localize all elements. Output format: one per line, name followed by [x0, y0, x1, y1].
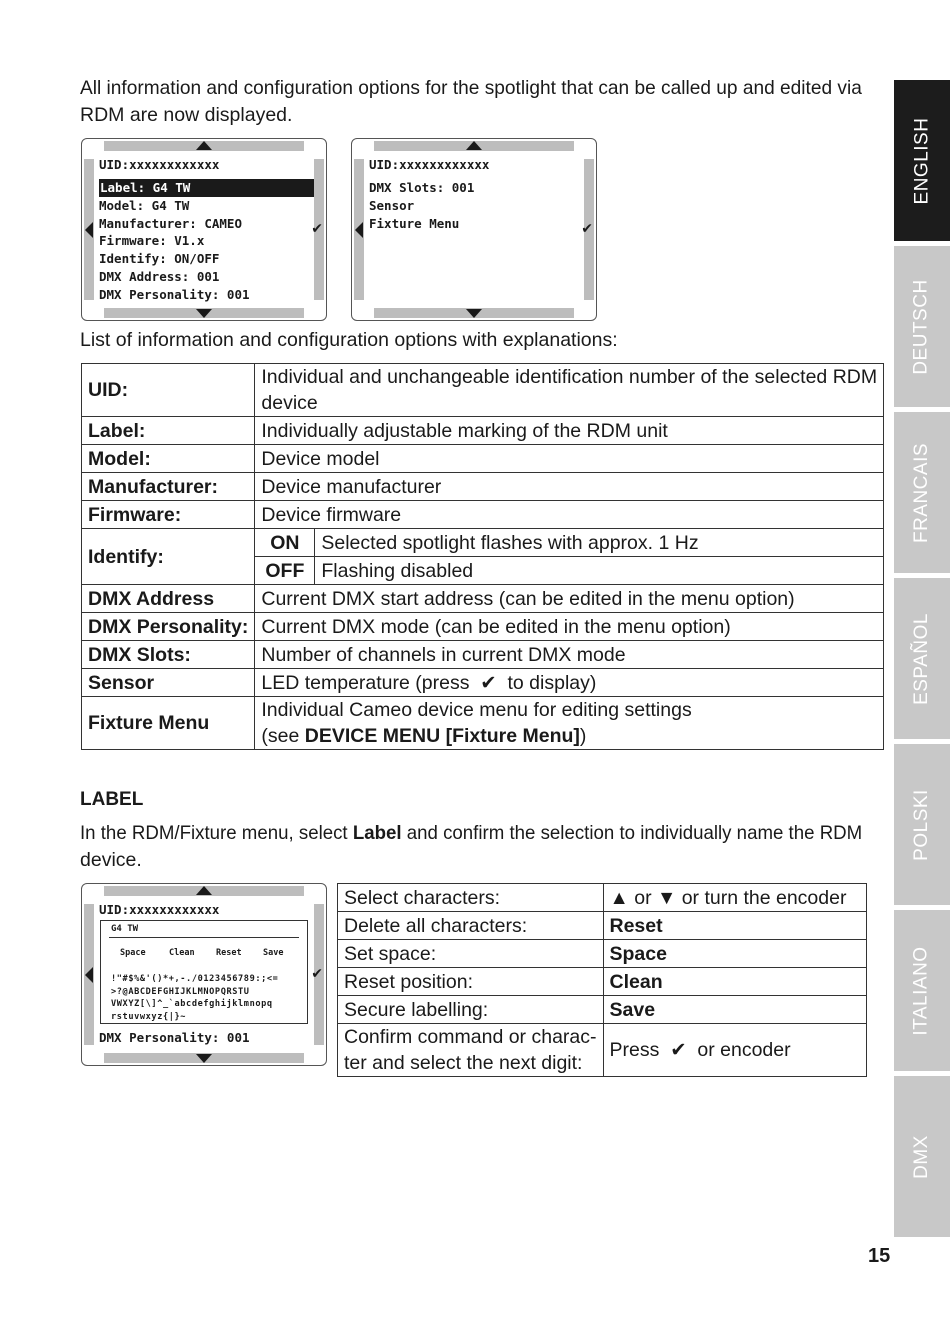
table-row	[82, 585, 884, 613]
tab-label: FRANCAIS	[911, 442, 933, 543]
row-desc	[255, 697, 884, 750]
control-action: Delete all characters:	[338, 912, 604, 940]
bold-text: Label	[352, 822, 402, 844]
lcd-item: DMX Personality: 001	[99, 1030, 250, 1045]
label-paragraph	[80, 820, 863, 874]
char-line: VWXYZ[\]^_`abcdefghijklmnopq	[111, 999, 273, 1009]
table-row	[82, 501, 884, 529]
tab-deutsch[interactable]	[894, 246, 950, 407]
lcd-item: Firmware: V1.x	[99, 233, 205, 249]
section-heading-label: LABEL	[80, 789, 144, 810]
control-key	[603, 1024, 867, 1077]
desc-text: LED temperature (press	[261, 671, 470, 694]
key-text: or encoder	[697, 1039, 791, 1061]
arrow-left-icon	[85, 967, 93, 983]
row-desc: Device model	[255, 445, 884, 473]
control-key: Clean	[603, 968, 867, 996]
dialog-divider	[109, 937, 299, 938]
lcd-item: Sensor	[369, 197, 415, 213]
rdm-screen-1	[81, 138, 327, 321]
label-edit-dialog	[100, 920, 308, 1024]
tab-italiano[interactable]	[894, 910, 950, 1071]
dialog-option-clean[interactable]: Clean	[169, 948, 195, 958]
row-label: Fixture Menu	[82, 697, 255, 750]
checkmark-icon: ✔	[311, 219, 323, 236]
control-action: Set space:	[338, 940, 604, 968]
desc-text: to display)	[507, 671, 597, 694]
row-desc: Device manufacturer	[255, 473, 884, 501]
tab-dmx[interactable]	[894, 1076, 950, 1237]
checkmark-icon: ✔	[581, 219, 593, 236]
table-row	[82, 697, 884, 750]
arrow-down-icon	[196, 1054, 212, 1063]
control-key: Save	[603, 996, 867, 1024]
desc-line: Individual and unchangeable identification number of the selected RDM	[261, 366, 878, 388]
desc-text: )	[579, 725, 587, 747]
identify-off-desc: Flashing disabled	[315, 557, 884, 585]
control-key: Space	[603, 940, 867, 968]
tab-espanol[interactable]	[894, 578, 950, 739]
text: and confirm the selection to individually name the RDM	[401, 822, 863, 844]
row-label: Manufacturer:	[82, 473, 255, 501]
control-action	[338, 1024, 604, 1077]
row-label: Model:	[82, 445, 255, 473]
table-row	[82, 669, 884, 697]
lcd-item: Identify: ON/OFF	[99, 251, 220, 267]
tab-label: ENGLISH	[911, 117, 933, 204]
char-line: rstuvwxyz{|}~	[111, 1011, 187, 1022]
row-label: DMX Personality:	[82, 613, 255, 641]
char-line: !"#$%&'()*+,-./0123456789:;<=	[111, 974, 279, 984]
action-line: Confirm command or charac-	[344, 1026, 597, 1048]
table-row	[338, 968, 867, 996]
table-row	[338, 912, 867, 940]
checkmark-icon: ✔	[664, 1039, 692, 1061]
row-desc: Number of channels in current DMX mode	[255, 641, 884, 669]
row-desc: Current DMX start address (can be edited in the menu option)	[255, 585, 884, 613]
row-label: Label:	[82, 417, 255, 445]
lcd-menu-list	[369, 179, 474, 232]
arrow-left-icon	[355, 222, 363, 238]
control-key: ▲ or ▼ or turn the encoder	[603, 884, 867, 912]
table-row	[82, 641, 884, 669]
row-desc: Device firmware	[255, 501, 884, 529]
tab-label: DEUTSCH	[911, 278, 932, 375]
tab-label: ITALIANO	[911, 945, 933, 1036]
label-line-2: device.	[80, 849, 142, 871]
row-label: DMX Slots:	[82, 641, 255, 669]
control-action: Reset position:	[338, 968, 604, 996]
text: In the RDM/Fixture menu, select	[80, 822, 353, 844]
tab-label: ESPAÑOL	[911, 612, 933, 705]
row-desc: Current DMX mode (can be edited in the menu option)	[255, 613, 884, 641]
intro-paragraph	[80, 75, 860, 129]
info-table	[81, 363, 884, 750]
dialog-option-save[interactable]: Save	[263, 948, 284, 958]
control-key: Reset	[603, 912, 867, 940]
arrow-up-icon	[196, 886, 212, 895]
device-menu-reference: DEVICE MENU [Fixture Menu]	[304, 725, 580, 747]
arrow-down-icon	[196, 309, 212, 318]
lcd-uid: UID:xxxxxxxxxxxx	[369, 157, 490, 172]
action-line: ter and select the next digit:	[344, 1052, 583, 1074]
row-desc	[255, 364, 884, 417]
intro-line-2: RDM are now displayed.	[80, 104, 293, 126]
table-row	[338, 940, 867, 968]
tab-label: DMX	[910, 1134, 932, 1179]
tab-english[interactable]	[894, 80, 950, 241]
tab-polski[interactable]	[894, 744, 950, 905]
table-row	[338, 884, 867, 912]
arrow-up-icon	[466, 141, 482, 150]
desc-line	[261, 723, 877, 749]
label-line-1	[80, 820, 863, 847]
table-row	[82, 417, 884, 445]
row-label: DMX Address	[82, 585, 255, 613]
arrow-left-icon	[85, 222, 93, 238]
lcd-uid: UID:xxxxxxxxxxxx	[99, 157, 220, 172]
row-label: UID:	[82, 364, 255, 417]
table-row	[82, 445, 884, 473]
key-text: Press	[609, 1039, 660, 1061]
control-action: Select characters:	[338, 884, 604, 912]
lcd-item: Model: G4 TW	[99, 197, 190, 213]
dialog-value: G4 TW	[111, 924, 139, 934]
arrow-down-icon	[466, 309, 482, 318]
desc-line: Individual Cameo device menu for editing settings	[261, 699, 692, 721]
checkmark-icon: ✔	[474, 671, 503, 694]
table-row	[82, 613, 884, 641]
table-row	[82, 529, 884, 557]
row-desc	[255, 669, 884, 697]
arrow-up-icon	[196, 141, 212, 150]
lcd-item: DMX Personality: 001	[99, 286, 250, 302]
controls-table	[337, 883, 867, 1077]
lcd-item: Fixture Menu	[369, 215, 460, 231]
control-action: Secure labelling:	[338, 996, 604, 1024]
table-row	[338, 996, 867, 1024]
identify-off: OFF	[255, 557, 315, 585]
desc-text: (see	[261, 725, 305, 747]
rdm-screen-2	[351, 138, 597, 321]
table-row	[82, 473, 884, 501]
desc-line: device	[261, 392, 318, 414]
lcd-item: DMX Address: 001	[99, 268, 220, 284]
row-label: Sensor	[82, 669, 255, 697]
row-label: Firmware:	[82, 501, 255, 529]
lcd-selected-item: Label: G4 TW	[99, 179, 314, 197]
row-label: Identify:	[82, 529, 255, 585]
dialog-option-reset[interactable]: Reset	[216, 948, 242, 958]
dialog-option-space[interactable]: Space	[120, 948, 146, 958]
page-number: 15	[868, 1245, 891, 1267]
checkmark-icon: ✔	[311, 964, 323, 981]
lcd-uid: UID:xxxxxxxxxxxx	[99, 902, 220, 917]
lcd-item: DMX Slots: 001	[369, 180, 475, 195]
lcd-item: Manufacturer: CAMEO	[99, 215, 242, 231]
list-intro: List of information and configuration options with explanations:	[80, 329, 618, 351]
identify-on: ON	[255, 529, 315, 557]
intro-line-1: All information and configuration options for the spotlight that can be called up and edited via	[80, 77, 862, 99]
table-row	[82, 364, 884, 417]
row-desc: Individually adjustable marking of the RDM unit	[255, 417, 884, 445]
table-row	[338, 1024, 867, 1077]
tab-francais[interactable]	[894, 412, 950, 573]
character-grid[interactable]	[111, 973, 278, 1023]
char-line: >?@ABCDEFGHIJKLMNOPQRSTU	[111, 986, 250, 997]
identify-on-desc: Selected spotlight flashes with approx. 1 Hz	[315, 529, 884, 557]
tab-label: POLSKI	[911, 788, 932, 861]
lcd-menu-list	[99, 179, 314, 304]
